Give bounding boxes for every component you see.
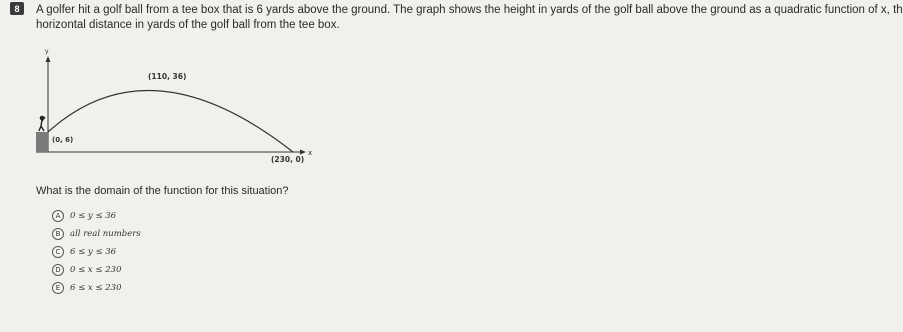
choice-a-bubble[interactable]: A xyxy=(52,210,64,222)
parabola-graph xyxy=(0,0,330,180)
question-number-badge: 8 xyxy=(10,2,24,15)
start-point-label: (0, 6) xyxy=(52,136,74,144)
question-prompt: What is the domain of the function for this situation? xyxy=(36,185,289,197)
x-axis-label: x xyxy=(308,149,313,157)
choice-d-bubble[interactable]: D xyxy=(52,264,64,276)
y-axis-label: y xyxy=(45,48,49,55)
choice-b-bubble[interactable]: B xyxy=(52,228,64,240)
choice-b[interactable] xyxy=(52,227,141,241)
x-axis-arrow xyxy=(300,150,306,155)
choice-c[interactable] xyxy=(52,245,116,259)
choice-d-text: 0 ≤ x ≤ 230 xyxy=(70,265,122,275)
choice-e-text: 6 ≤ x ≤ 230 xyxy=(70,283,122,293)
choice-a[interactable] xyxy=(52,209,116,223)
choice-b-text: all real numbers xyxy=(70,229,141,239)
y-axis-arrow xyxy=(46,56,51,62)
vertex-point-label: (110, 36) xyxy=(148,72,187,81)
end-point-label: (230, 0) xyxy=(271,155,305,164)
question-stem-line-2: horizontal distance in yards of the golf ball from the tee box. xyxy=(36,19,340,31)
choice-c-text: 6 ≤ y ≤ 36 xyxy=(70,247,117,257)
question-stem-line-1: A golfer hit a golf ball from a tee box that is 6 yards above the ground. The graph shows the height in yards of the golf ball above the ground as a quadratic function of x, th xyxy=(36,4,903,16)
choice-d[interactable] xyxy=(52,263,121,277)
tee-box xyxy=(36,132,48,152)
choice-e-bubble[interactable]: E xyxy=(52,282,64,294)
golfer-figure xyxy=(39,116,45,131)
choice-a-text: 0 ≤ y ≤ 36 xyxy=(70,211,117,221)
ball-trajectory-curve xyxy=(48,91,293,152)
choice-e[interactable] xyxy=(52,281,121,295)
choice-c-bubble[interactable]: C xyxy=(52,246,64,258)
